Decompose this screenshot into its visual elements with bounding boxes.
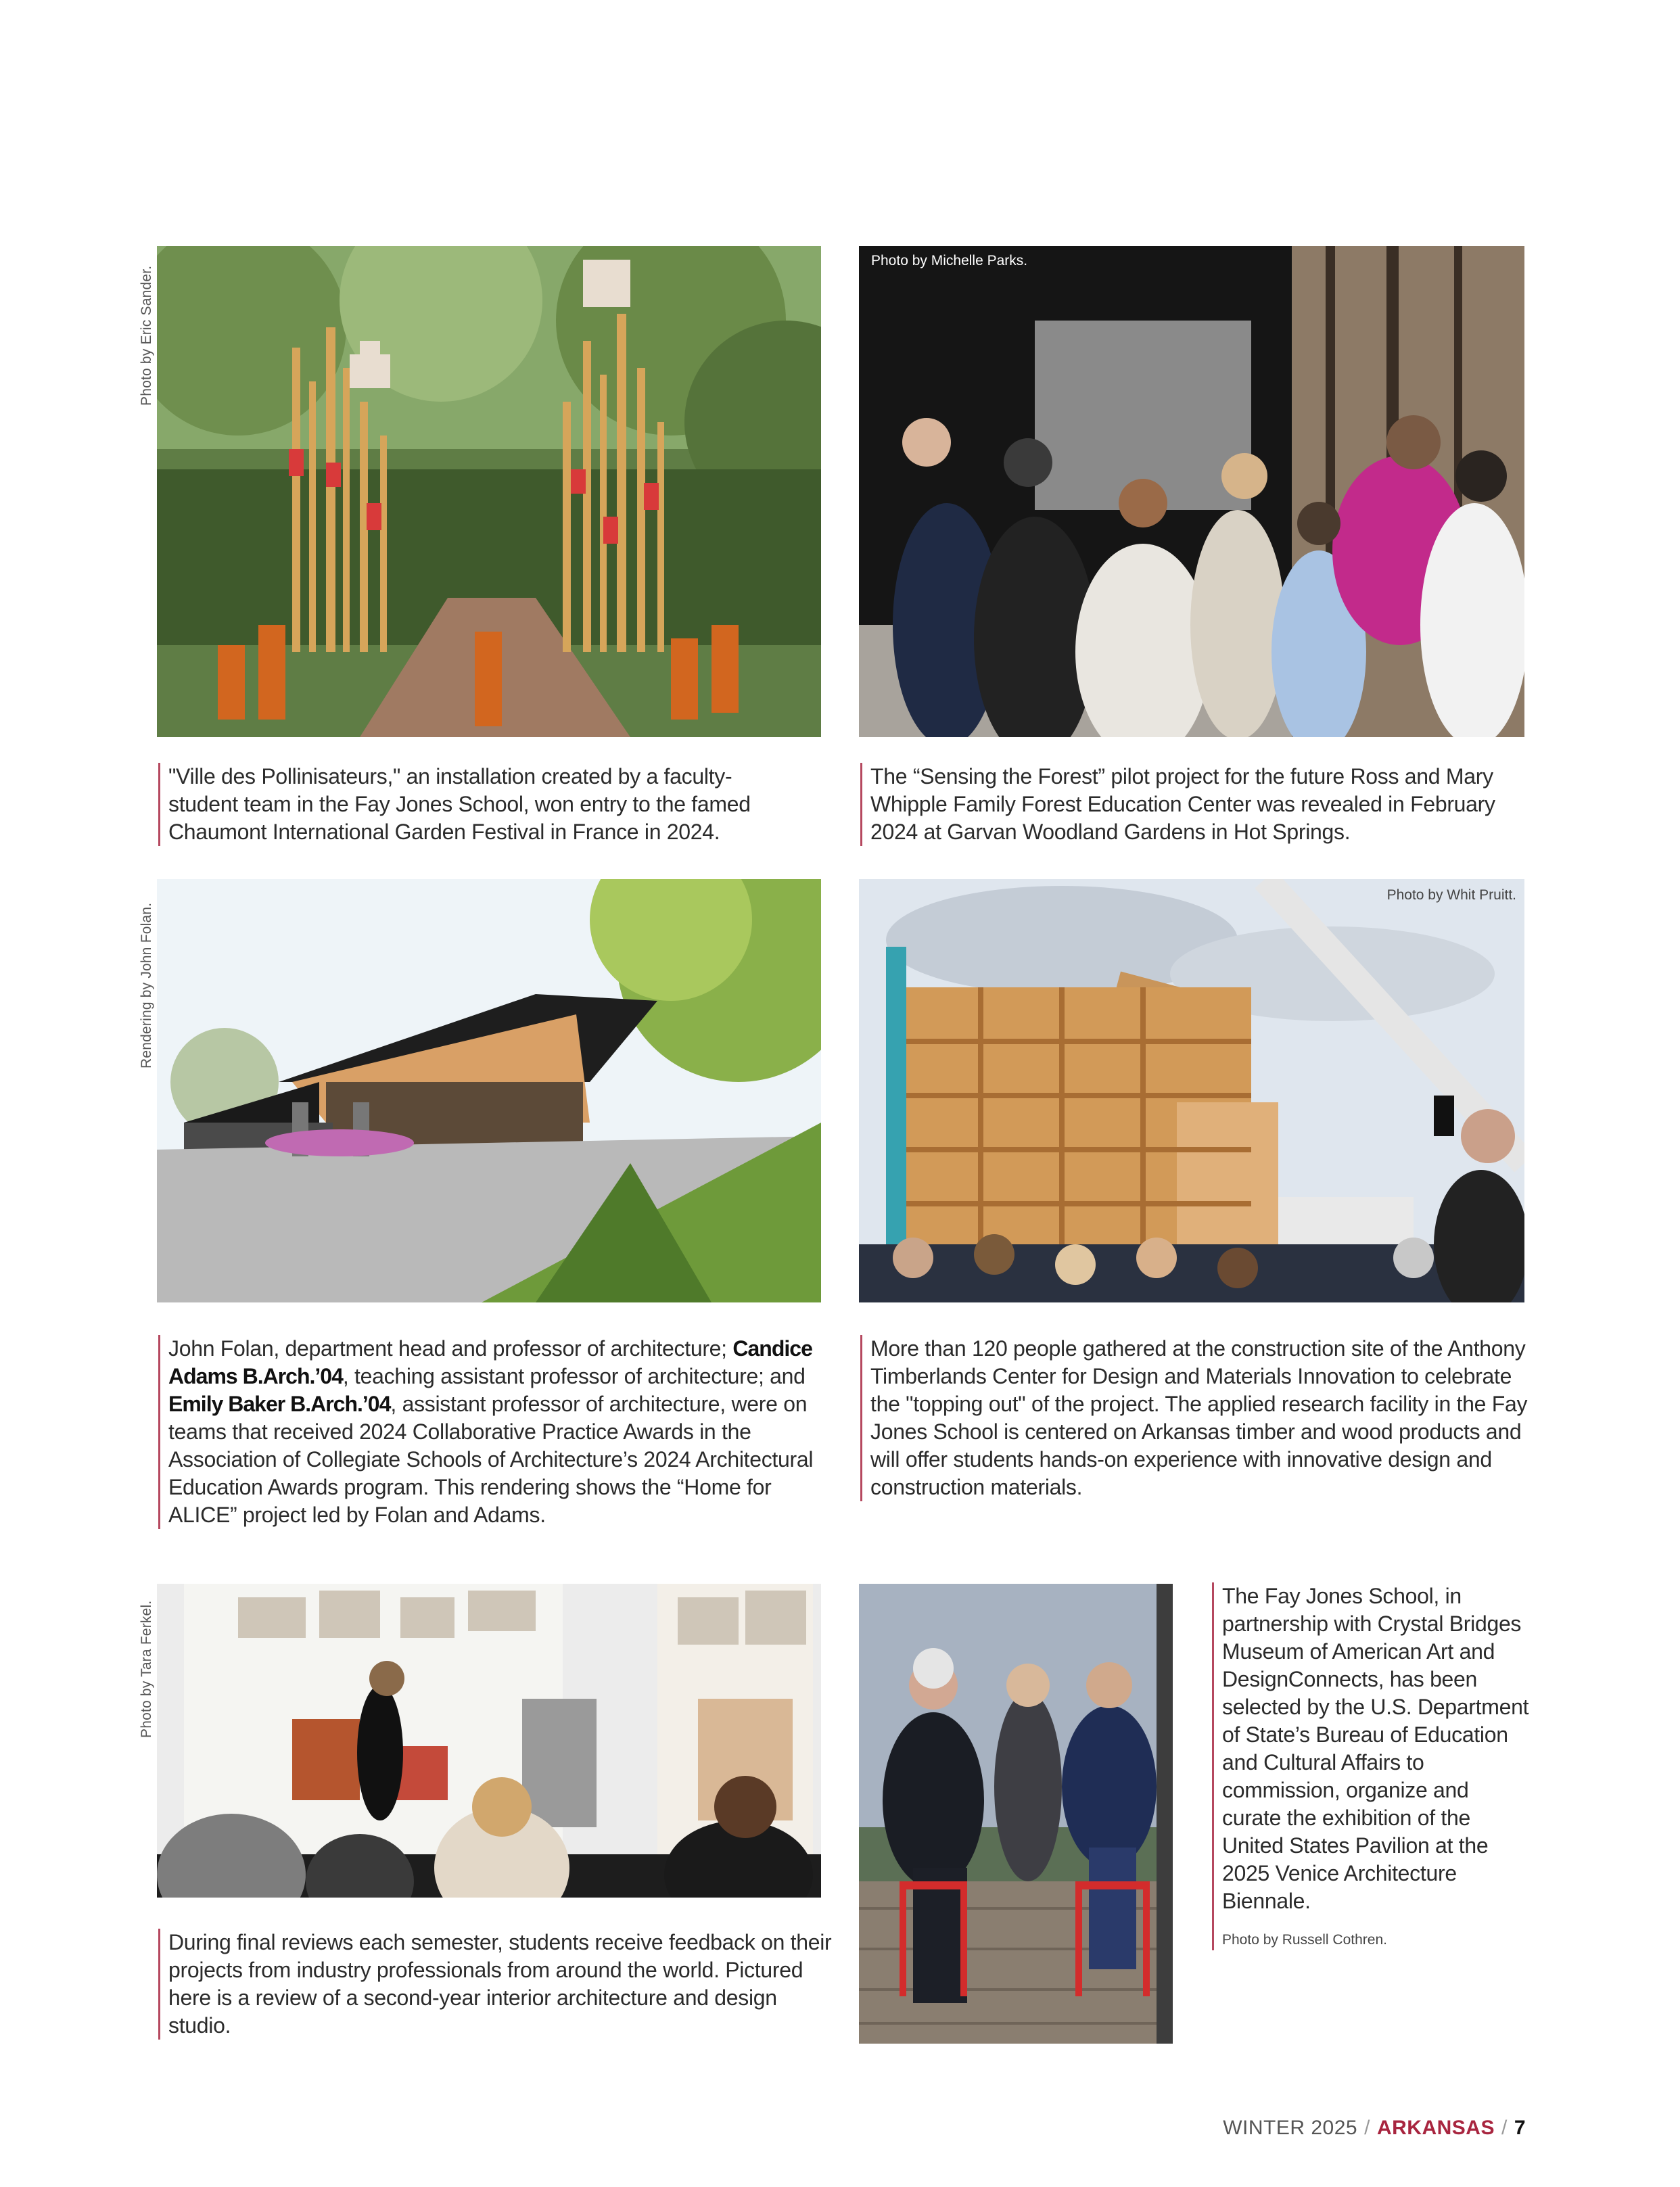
caption-review: During final reviews each semester, students receive feedback on their projects from industry professionals from around the world. Pictured here is a review of a second-year interior architecture and design studio. <box>158 1929 833 2040</box>
issue-label: WINTER 2025 <box>1223 2117 1358 2139</box>
final-review-photo <box>157 1584 821 1898</box>
venice-biennale-team-photo <box>859 1584 1173 2044</box>
photo-credit-forest: Photo by Michelle Parks. <box>871 253 1028 268</box>
photo-credit-garden: Photo by Eric Sander. <box>139 265 154 406</box>
page-number: 7 <box>1514 2117 1526 2139</box>
caption-rendering <box>158 1335 838 1529</box>
rendering-credit: Rendering by John Folan. <box>139 902 154 1068</box>
photo-credit-review: Photo by Tara Ferkel. <box>139 1600 154 1738</box>
caption-topping: More than 120 people gathered at the construction site of the Anthony Timberlands Center for Design and Materials Innovation to celebrate the "topping out" of the project. The applied research facility in the Fay Jones School is centered on Arkansas timber and wood products and will offer students hands-on experience with innovative design and construction materials. <box>860 1335 1540 1501</box>
home-for-alice-rendering <box>157 879 821 1302</box>
candice-adams-name: Candice Adams B.Arch.’04 <box>168 1336 812 1388</box>
caption-rendering-part3: , assistant professor of architecture, were on teams that received 2024 Collaborative Practice Awards in the Association of Collegiate Schools of Architecture’s 2024 Architectural Education Awards program. This rendering shows the “Home for ALICE” project led by Folan and Adams. <box>168 1392 814 1527</box>
caption-biennale <box>1212 1582 1533 1950</box>
garden-installation-photo <box>157 246 821 737</box>
footer-separator-2: / <box>1501 2117 1508 2139</box>
sensing-forest-photo <box>859 246 1524 737</box>
page-footer <box>1223 2117 1526 2140</box>
caption-biennale-text: The Fay Jones School, in partnership with Crystal Bridges Museum of American Art and DesignConnects, has been selected by the U.S. Department of State’s Bureau of Education and Cultural Affairs to commission, organize and curate the exhibition of the United States Pavilion at the 2025 Venice Architecture Biennale. <box>1222 1584 1529 1913</box>
photo-credit-topping: Photo by Whit Pruitt. <box>1386 887 1516 903</box>
caption-rendering-part2: , teaching assistant professor of architecture; and <box>342 1364 806 1388</box>
caption-rendering-part1: John Folan, department head and professor of architecture; <box>168 1336 733 1361</box>
caption-forest: The “Sensing the Forest” pilot project for the future Ross and Mary Whipple Family Forest Education Center was revealed in February 2024 at Garvan Woodland Gardens in Hot Springs. <box>860 763 1520 846</box>
footer-separator: / <box>1364 2117 1370 2139</box>
topping-out-photo <box>859 879 1524 1302</box>
caption-garden: "Ville des Pollinisateurs," an installation created by a faculty-student team in the Fay Jones School, won entry to the famed Chaumont International Garden Festival in France in 2024. <box>158 763 799 846</box>
emily-baker-name: Emily Baker B.Arch.’04 <box>168 1392 391 1416</box>
magazine-name: ARKANSAS <box>1376 2117 1495 2139</box>
photo-credit-biennale: Photo by Russell Cothren. <box>1222 1932 1387 1948</box>
